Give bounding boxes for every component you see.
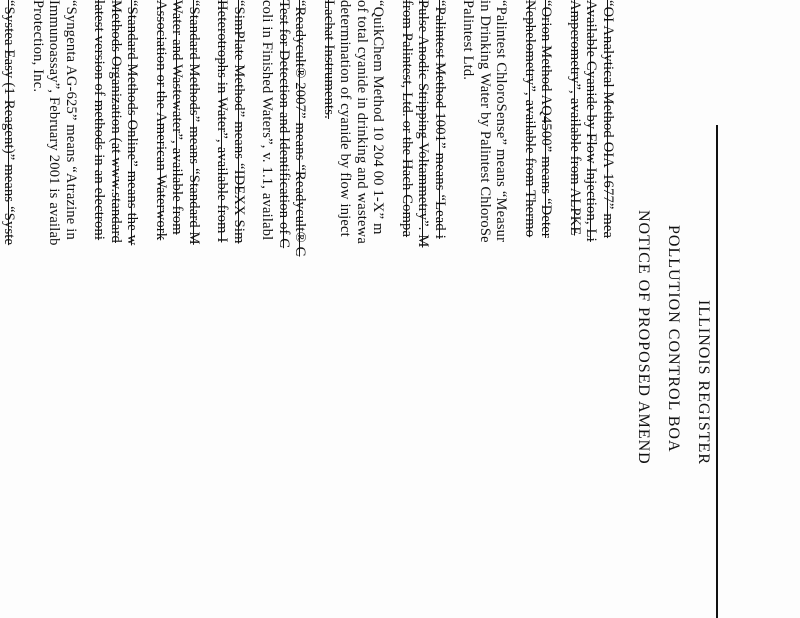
header-rule [716, 125, 718, 618]
definition-line: Protection, Inc. [30, 0, 46, 93]
definition-line: Association or the American Waterwork [153, 0, 169, 241]
definition-line: Nephelometry”, available from Thermo [522, 0, 538, 238]
definition-line: “SimPlate Method” means “IDEXX Sim [231, 0, 247, 244]
definition-line: Methods Organization (at www.standard [108, 0, 124, 243]
definition-line: from Palintest, Ltd. or the Hach Compa [399, 0, 415, 238]
definition-line: “Palintest ChloroSense” means “Measur [493, 0, 510, 243]
definition-line: Lachat Instruments. [321, 0, 337, 119]
definition-line: “OI Analytical Method OIA-1677” mea [600, 0, 616, 239]
definition-line: “Readycult® 2007” means “Readycult® C [292, 0, 309, 257]
definition-line: Heterotrophs in Water”, available from I [214, 0, 231, 243]
definition-line: of total cyanide in drinking and wastewa [354, 0, 370, 244]
definition-line: determination of cyanide by flow inject [337, 0, 354, 237]
definition-line: Amperometry”, available from ALPKE [567, 0, 583, 236]
definition-line: Pulse Anodic Stripping Voltammetry”. M [415, 0, 432, 248]
definition-line: Test for Detection and Identification of C [276, 0, 292, 249]
definition-line: latest version of methods in an electroni [91, 0, 108, 241]
notice-title: NOTICE OF PROPOSED AMEND [635, 210, 652, 465]
definition-line: in Drinking Water by Palintest ChloroSe [477, 0, 493, 243]
definition-line: “Palintest Method 1001” means “Lead i [432, 0, 448, 239]
definition-line: “Standard Methods” means “Standard M [186, 0, 202, 245]
definition-line: Immunoassay”, February 2001 is availab [46, 0, 63, 246]
register-title: ILLINOIS REGISTER [695, 300, 712, 465]
definition-line: “Orion Method AQ4500” means “Deter [538, 0, 555, 238]
definition-line [0, 0, 1, 242]
definition-line: “Standard Methods Online” means the w [124, 0, 141, 246]
board-title: POLLUTION CONTROL BOA [665, 225, 682, 453]
definition-line: “Systea Easy (1-Reagent)” means “Syste [1, 0, 18, 246]
definition-line: coli in Finished Waters”, v. 1.1, availabl [259, 0, 276, 241]
definition-line: Palintest Ltd. [460, 0, 477, 81]
definition-line: Water and Wastewater”, available from [169, 0, 186, 235]
definition-line: Available Cyanide by Flow Injection, Li [583, 0, 600, 242]
definition-line: “QuikChem Method 10 204 00 1-X” m [370, 0, 387, 235]
definition-line: “Syngenta AG-625” means “Atrazine in [63, 0, 79, 240]
